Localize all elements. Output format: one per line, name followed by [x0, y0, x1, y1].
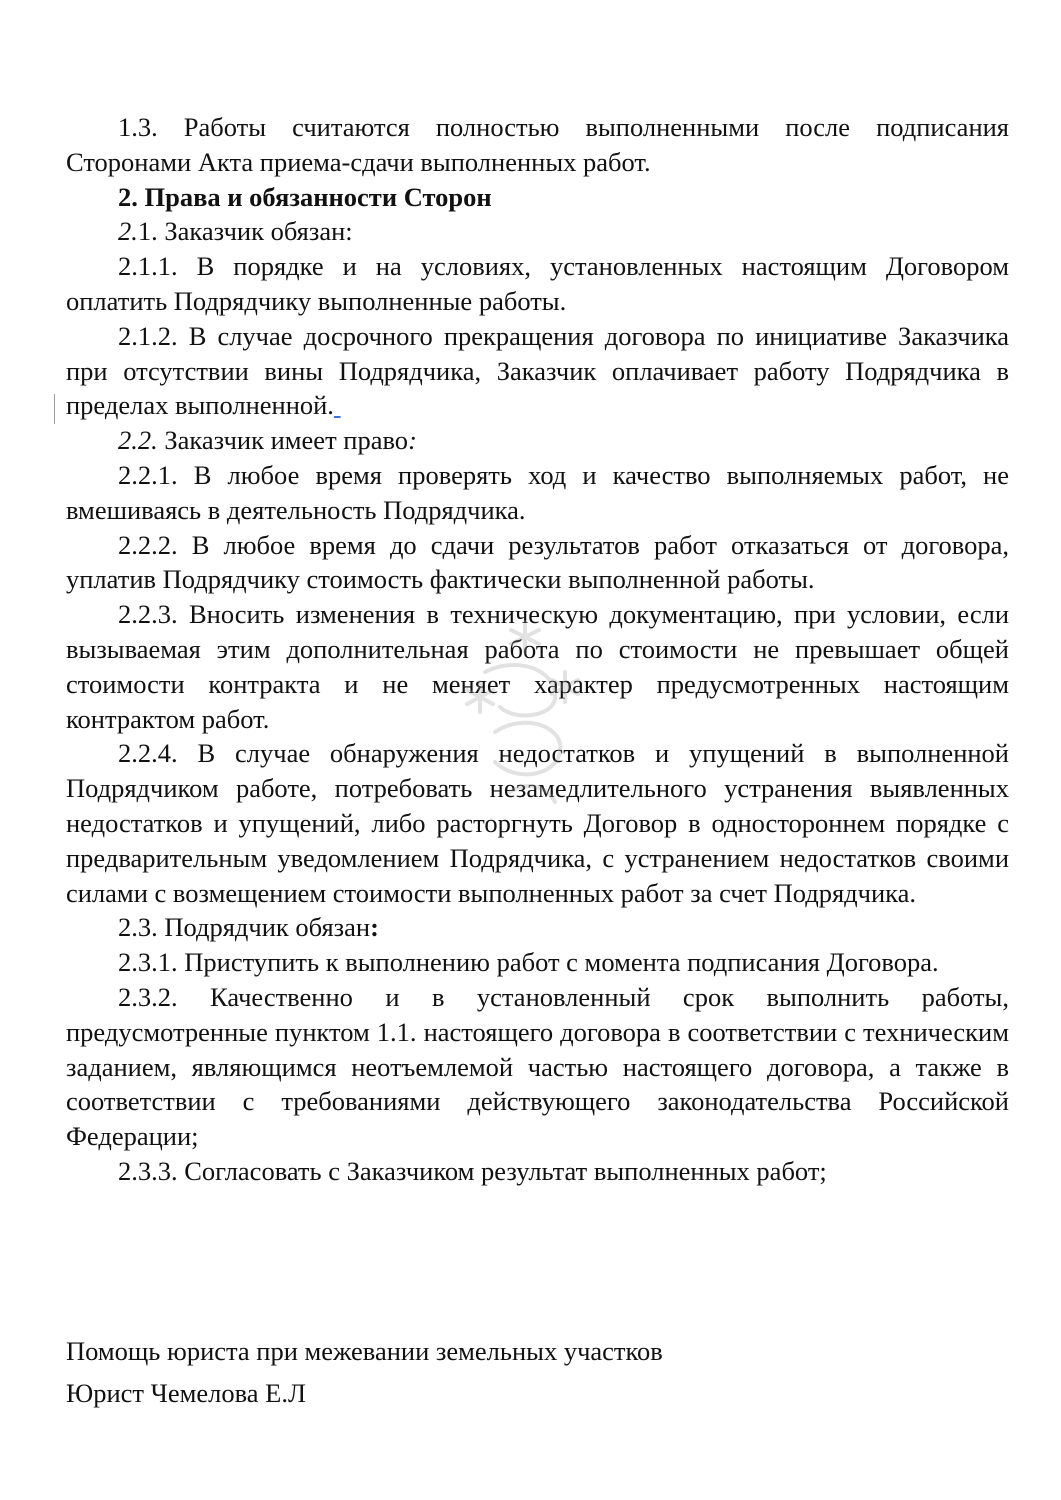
document-body [66, 110, 1009, 1189]
clause-2-3-2: 2.3.2. Качественно и в установленный срок выполнить работы, предусмотренные пунктом 1.1. настоящего договора в соответствии с техническим заданием, являющимся неотъемлемой частью настоящего договора, а также в соответствии с требованиями действующего законодательства Российской Федерации; [66, 981, 1009, 1152]
clause-2-1-number: 2. [118, 216, 138, 247]
revision-mark [334, 390, 341, 420]
footer-service-line: Помощь юриста при межевании земельных участков [66, 1336, 663, 1366]
clause-2-3-1: 2.3.1. Приступить к выполнению работ с момента подписания Договора. [118, 947, 939, 978]
clause-2-2 [66, 423, 1009, 458]
clause-2-1-2 [66, 319, 1009, 423]
clause-2-3 [66, 910, 1009, 945]
clause-2-2-number: 2.2. [118, 425, 158, 456]
clause-2-1-2-text: 2.1.2. В случае досрочного прекращения договора по инициативе Заказчика при отсутствии вины Подрядчика, Заказчик оплачивает работу Подрядчика в пределах выполненной. [66, 320, 1009, 421]
section-2-heading: 2. Права и обязанности Сторон [118, 181, 492, 212]
clause-1-3: 1.3. Работы считаются полностью выполненными после подписания Сторонами Акта приема-сдачи выполненных работ. [66, 112, 1009, 177]
clause-2-2-text: Заказчик имеет право [157, 425, 409, 456]
clause-2-3-text: 2.3. Подрядчик обязан [118, 912, 371, 943]
clause-2-1 [66, 214, 1009, 249]
clause-2-2-3: 2.2.3. Вносить изменения в техническую документацию, при условии, если вызываемая этим дополнительная работа по стоимости не превышает общей стоимости контракта и не меняет характер предусмотренных настоящим контрактом работ. [66, 599, 1009, 734]
clause-2-3-colon: : [370, 912, 379, 943]
clause-2-2-4: 2.2.4. В случае обнаружения недостатков и упущений в выполненной Подрядчиком работе, потребовать незамедлительного устранения выявленных недостатков и упущений, либо расторгнуть Договор в одностороннем порядке с предварительным уведомлением Подрядчика, с устранением недостатков своими силами с возмещением стоимости выполненных работ за счет Подрядчика. [66, 738, 1009, 908]
footer-author-line: Юрист Чемелова Е.Л [66, 1378, 306, 1408]
clause-2-2-1: 2.2.1. В любое время проверять ход и качество выполняемых работ, не вмешиваясь в деятельность Подрядчика. [66, 459, 1009, 525]
revision-margin-bar [54, 394, 55, 424]
clause-2-2-colon: : [408, 425, 417, 456]
clause-2-3-3: 2.3.3. Согласовать с Заказчиком результат выполненных работ; [118, 1155, 827, 1186]
clause-2-2-2: 2.2.2. В любое время до сдачи результатов работ отказаться от договора, уплатив Подрядчику стоимость фактически выполненной работы. [66, 529, 1009, 595]
clause-2-1-text: 1. Заказчик обязан: [137, 216, 353, 247]
footer [66, 1330, 966, 1414]
clause-2-1-1: 2.1.1. В порядке и на условиях, установленных настоящим Договором оплатить Подрядчику выполненные работы. [66, 251, 1009, 316]
